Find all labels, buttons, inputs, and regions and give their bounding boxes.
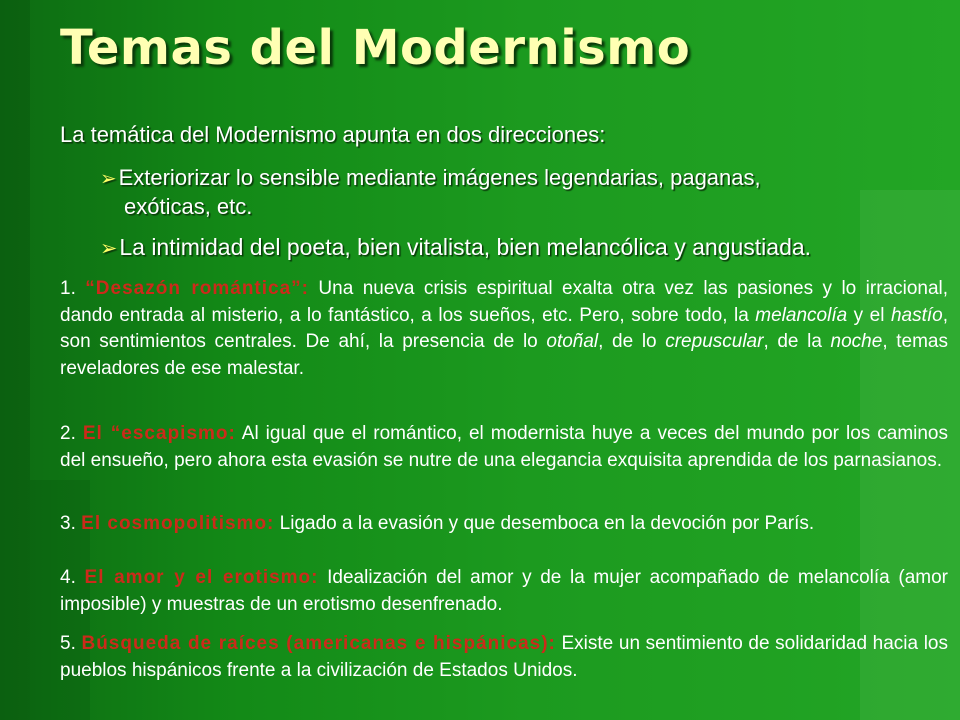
bullet-text: Exteriorizar lo sensible mediante imágenes legendarias, paganas, xyxy=(118,165,761,190)
theme-number: 5. xyxy=(60,633,76,654)
theme-paragraph-raices xyxy=(60,631,948,684)
bullet-item-intimidad xyxy=(100,233,930,263)
theme-text: Idealización del amor y de la mujer acompañado de melancolía (amor imposible) y muestras de un erotismo desenfrenado. xyxy=(60,567,949,615)
theme-text: , son sentimientos centrales. De ahí, la presencia de lo xyxy=(60,304,948,352)
theme-text: y el xyxy=(847,304,891,326)
bullet-text: La intimidad del poeta, bien vitalista, bien melancólica y angustiada. xyxy=(119,234,812,260)
theme-number: 1. xyxy=(60,278,76,299)
theme-text: , de la xyxy=(763,331,831,352)
theme-label: “Desazón romántica”: xyxy=(85,278,309,299)
theme-emphasis: hastío xyxy=(890,304,943,326)
theme-emphasis: melancolía xyxy=(755,304,848,326)
bullet-text-continuation: exóticas, etc. xyxy=(124,194,253,219)
theme-text: Una nueva crisis espiritual exalta otra vez las pasiones y lo irracional, dando entrada al misterio, a lo fantástico, a los sueños, etc. Pero, sobre todo, la xyxy=(60,278,949,326)
theme-emphasis: crepuscular xyxy=(665,331,764,352)
theme-number: 4. xyxy=(60,567,76,588)
theme-text: , de lo xyxy=(598,331,666,352)
arrow-bullet-icon: ➢ xyxy=(100,168,117,190)
theme-paragraph-escapismo xyxy=(60,421,948,474)
theme-label: El “escapismo: xyxy=(82,423,236,444)
theme-label: El amor y el erotismo: xyxy=(84,567,319,588)
theme-paragraph-cosmopolitismo xyxy=(60,511,948,538)
theme-number: 2. xyxy=(60,423,76,444)
intro-text: La temática del Modernismo apunta en dos direcciones: xyxy=(60,122,606,147)
theme-text: Existe un sentimiento de solidaridad hacia los pueblos hispánicos frente a la civilización de Estados Unidos. xyxy=(60,633,949,681)
bullet-item-exteriorizar xyxy=(100,164,860,221)
theme-label: El cosmopolitismo: xyxy=(81,513,275,534)
theme-number: 3. xyxy=(60,513,76,534)
theme-text: Ligado a la evasión y que desemboca en la devoción por París. xyxy=(274,513,815,534)
slide-title: Temas del Modernismo xyxy=(60,20,691,76)
theme-label: Búsqueda de raíces (americanas e hispánicas): xyxy=(81,633,556,654)
arrow-bullet-icon: ➢ xyxy=(100,237,118,260)
background-stripe-left xyxy=(0,0,30,720)
theme-paragraph-amor xyxy=(60,565,948,618)
theme-text: , temas reveladores de ese malestar. xyxy=(60,331,948,379)
theme-emphasis: noche xyxy=(830,331,883,352)
theme-paragraph-desazon xyxy=(60,276,948,382)
theme-emphasis: otoñal xyxy=(546,331,599,352)
theme-text: Al igual que el romántico, el modernista huye a veces del mundo por los caminos del ensueño, pero ahora esta evasión se nutre de una elegancia exquisita aprendida de los parnasianos. xyxy=(60,423,949,471)
